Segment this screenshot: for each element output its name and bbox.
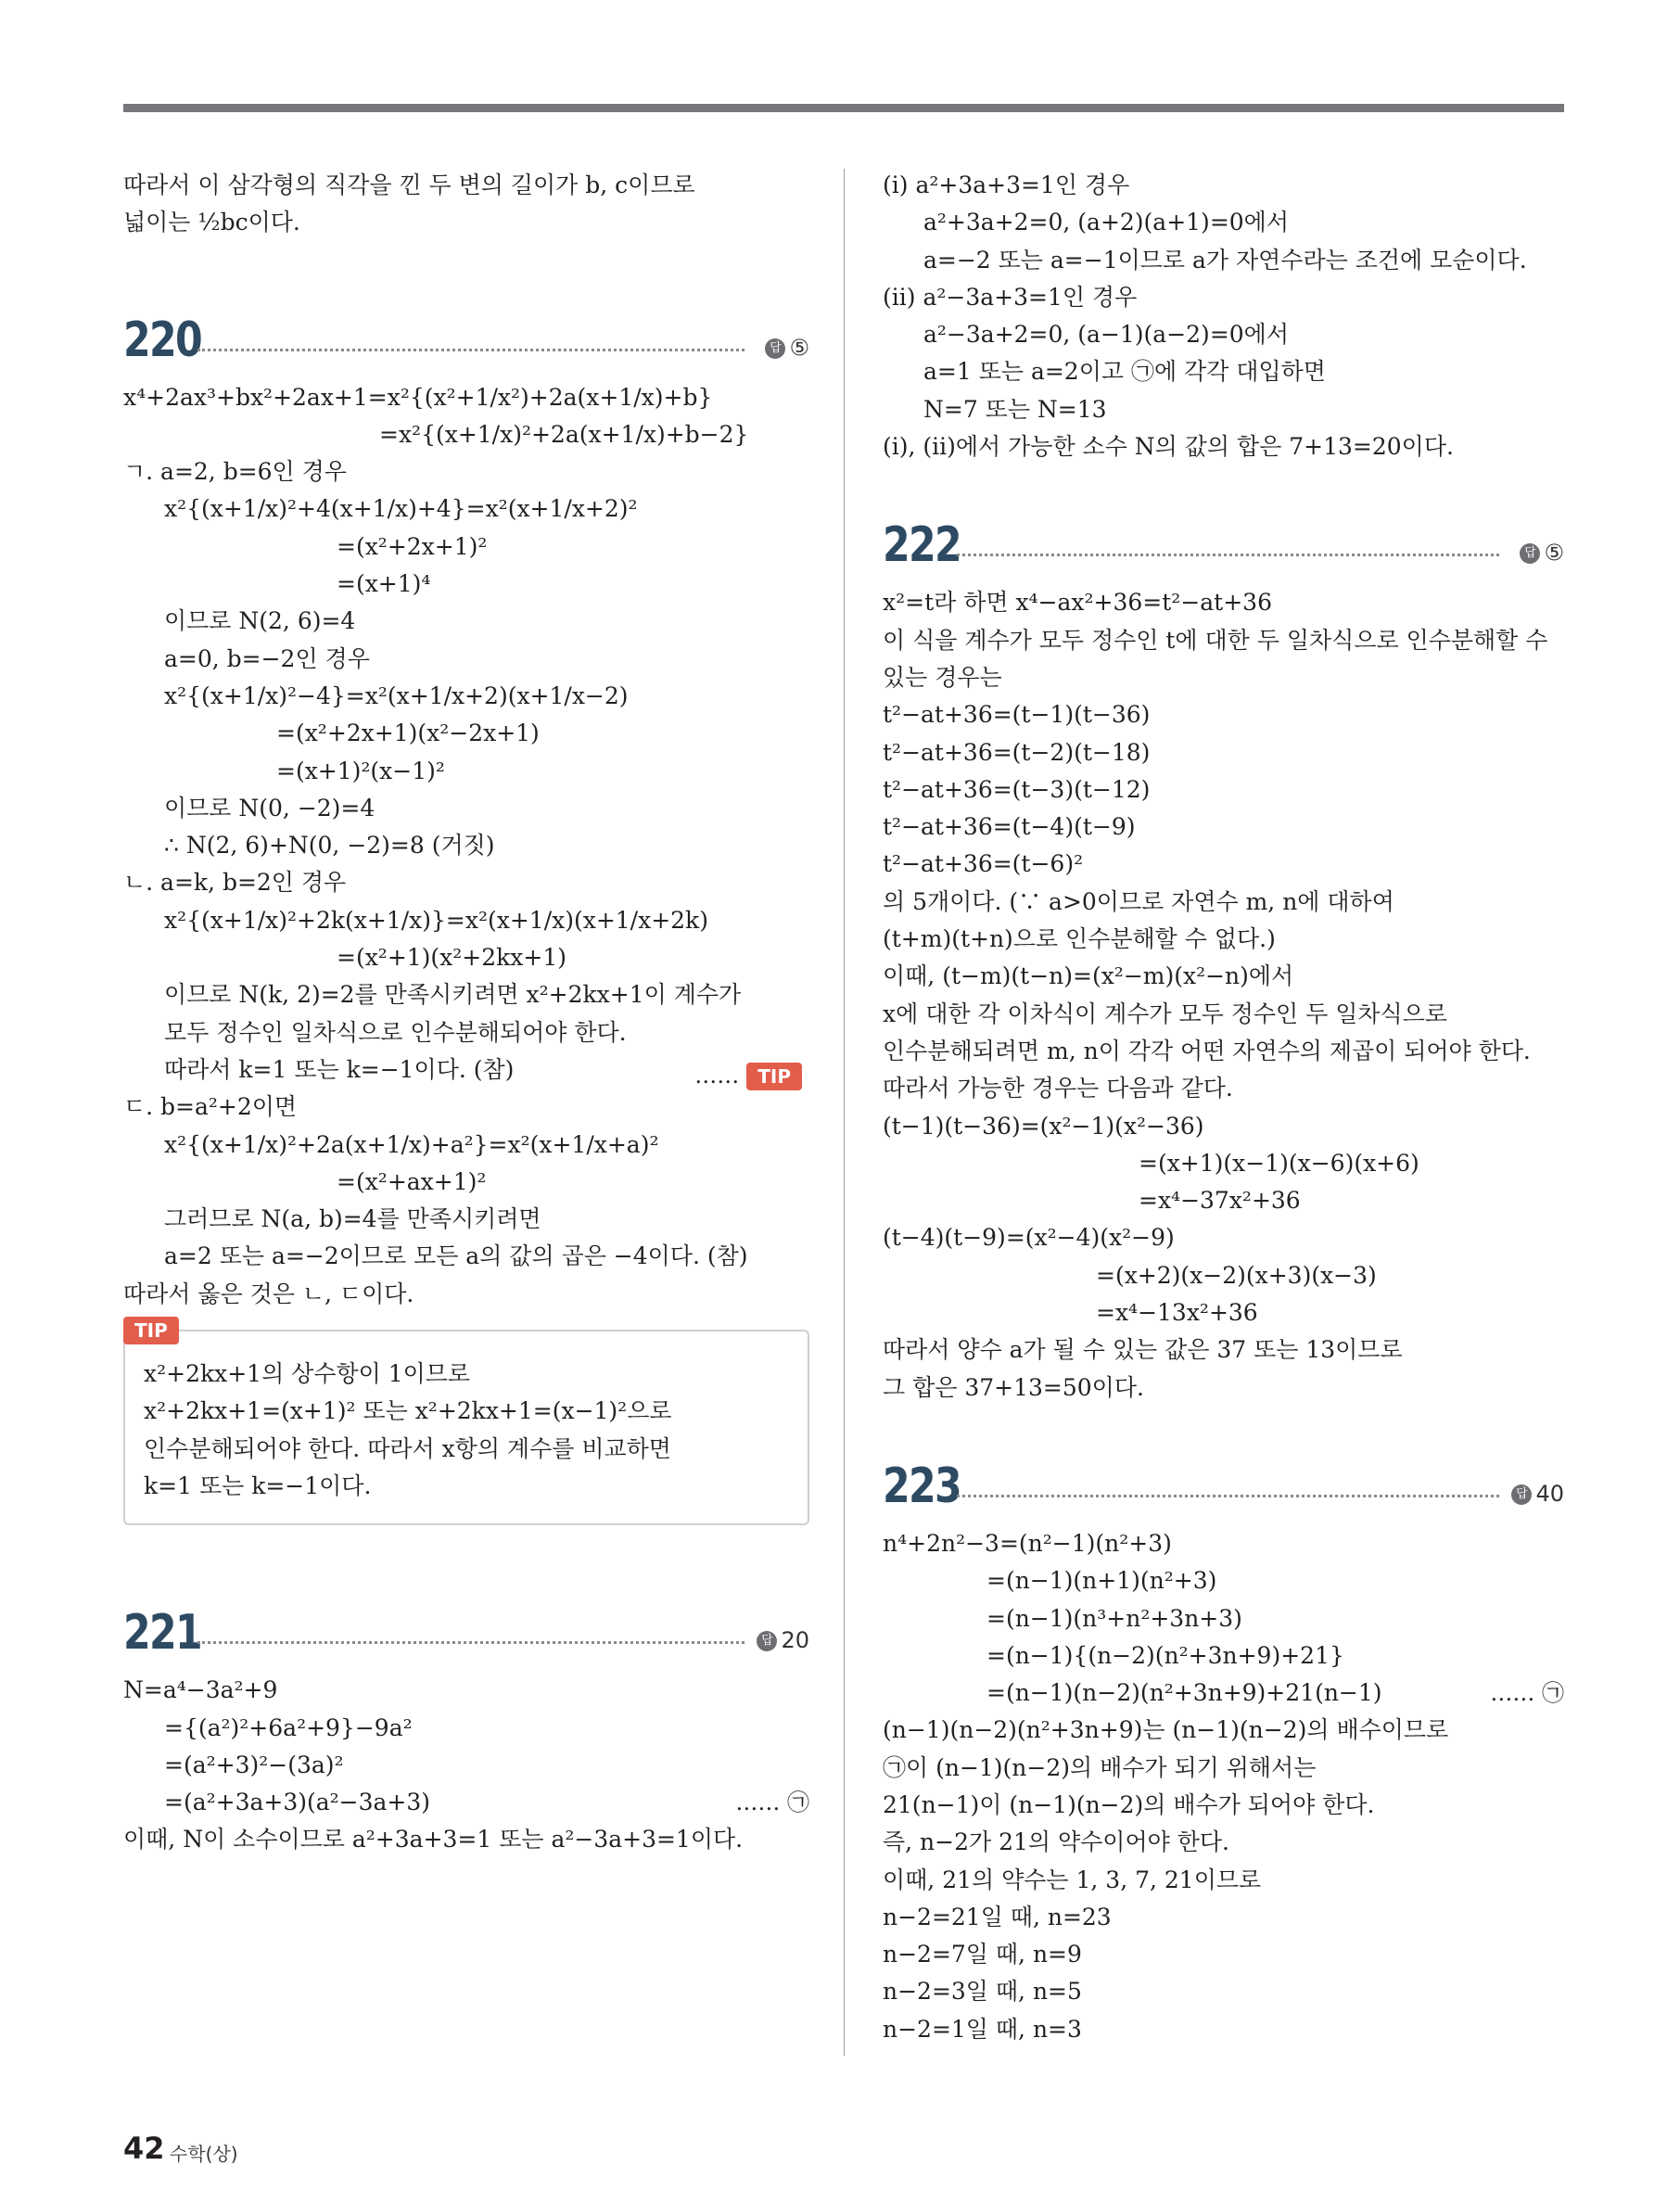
math-line: N=7 또는 N=13 [923,395,1107,423]
text-line: 이므로 N(0, −2)=4 [164,794,375,822]
math-line: =(n−1)(n+1)(n²+3) [986,1567,1217,1595]
problem-header-223 [883,1451,1564,1520]
text-line: 즉, n−2가 21의 약수이어야 한다. [883,1828,1229,1856]
problem-number: 222 [883,517,961,574]
text-line: 따라서 양수 a가 될 수 있는 값은 37 또는 13이므로 [883,1336,1403,1364]
leader-dots [197,349,745,351]
text-line: (t+m)(t+n)으로 인수분해할 수 없다.) [883,925,1276,953]
math-line: =(x+1)²(x−1)² [276,757,445,784]
answer-icon: 답 [757,1631,777,1651]
text-span: =(n−1)(n−2)(n²+3n+9)+21(n−1) [986,1679,1382,1707]
math-line [883,1675,1564,1712]
answer-value: 40 [1535,1480,1564,1507]
text-line: a=2 또는 a=−2이므로 모든 a의 값의 곱은 −4이다. (참) [164,1242,748,1270]
math-line: t²−at+36=(t−2)(t−18) [883,738,1151,766]
answer [757,1627,809,1653]
text-span: 따라서 k=1 또는 k=−1이다. (참) [164,1055,515,1083]
answer-icon: 답 [1511,1484,1532,1505]
column-divider [844,169,845,2056]
text-line: 따라서 옳은 것은 ㄴ, ㄷ이다. [123,1280,414,1307]
leader-dots [197,1641,745,1644]
text-line: a=−2 또는 a=−1이므로 a가 자연수라는 조건에 모순이다. [923,246,1527,274]
math-line: a²−3a+2=0, (a−1)(a−2)=0에서 [923,321,1289,349]
problem-header-221 [123,1598,809,1666]
math-line: n−2=7일 때, n=9 [883,1941,1082,1968]
text-line: 이 식을 계수가 모두 정수인 t에 대한 두 일차식으로 인수분해할 수 [883,626,1548,654]
math-line: t²−at+36=(t−1)(t−36) [883,701,1151,729]
case-label: ㄷ. b=a²+2이면 [123,1093,298,1121]
answer-value: ⑤ [1544,540,1564,567]
text-line: 따라서 가능한 경우는 다음과 같다. [883,1075,1233,1102]
text-line: a=1 또는 a=2이고 ㉠에 각각 대입하면 [923,358,1326,386]
text-line: 그러므로 N(a, b)=4를 만족시키려면 [164,1205,541,1233]
math-line: n⁴+2n²−3=(n²−1)(n²+3) [883,1529,1172,1557]
math-line: t²−at+36=(t−3)(t−12) [883,775,1151,803]
problem-header-220 [123,305,809,374]
text-line: 모두 정수인 일차식으로 인수분해되어야 한다. [164,1018,627,1046]
text-line: ㉠이 (n−1)(n−2)의 배수가 되기 위해서는 [883,1753,1317,1781]
math-line: =(a²+3)²−(3a)² [164,1751,344,1778]
math-line: =x⁴−13x²+36 [1096,1299,1258,1327]
answer-icon: 답 [1520,543,1540,564]
text-line: (ⅰ), (ⅱ)에서 가능한 소수 N의 값의 합은 7+13=20이다. [883,433,1454,461]
math-line: x²{(x+1/x)²+4(x+1/x)+4}=x²(x+1/x+2)² [164,495,638,523]
tip-line: x²+2kx+1=(x+1)² 또는 x²+2kx+1=(x−1)²으로 [144,1397,672,1425]
math-line: n−2=3일 때, n=5 [883,1978,1082,2006]
math-line: x²=t라 하면 x⁴−ax²+36=t²−at+36 [883,589,1272,617]
math-line: =(x²+1)(x²+2kx+1) [337,944,567,972]
page-number: 42 [123,2131,165,2166]
math-line: t²−at+36=(t−6)² [883,850,1084,878]
text-line: 그 합은 37+13=50이다. [883,1373,1144,1401]
text-line: 이때, 21의 약수는 1, 3, 7, 21이므로 [883,1866,1262,1893]
math-line: n−2=1일 때, n=3 [883,2015,1082,2043]
text-line: 의 5개이다. (∵ a>0이므로 자연수 m, n에 대하여 [883,887,1394,915]
answer [1520,540,1564,566]
math-line: ={(a²)²+6a²+9}−9a² [164,1713,413,1741]
problem-number: 223 [883,1458,961,1514]
text-line: (n−1)(n−2)(n²+3n+9)는 (n−1)(n−2)의 배수이므로 [883,1716,1449,1744]
math-line: t²−at+36=(t−4)(t−9) [883,813,1136,841]
text-line: 이때, (t−m)(t−n)=(x²−m)(x²−n)에서 [883,962,1294,990]
problem-number: 221 [123,1605,202,1662]
text-line [123,1051,809,1089]
text-line: 넓이는 ½bc이다. [123,209,300,236]
tip-badge: TIP [123,1317,179,1344]
math-line: =(x+2)(x−2)(x+3)(x−3) [1096,1261,1377,1289]
answer-icon: 답 [765,338,785,359]
answer-value: ⑤ [789,334,809,361]
math-line: =(n−1){(n−2)(n²+3n+9)+21} [986,1641,1344,1669]
math-line: =(x+1)(x−1)(x−6)(x+6) [1139,1149,1419,1177]
problem-number: 220 [123,312,202,368]
leader-dots: …… [694,1062,740,1089]
math-line: a²+3a+2=0, (a+2)(a+1)=0에서 [923,209,1289,236]
math-line: =(n−1)(n³+n²+3n+3) [986,1604,1242,1632]
tip-line: x²+2kx+1의 상수항이 1이므로 [144,1360,471,1388]
math-line: (t−1)(t−36)=(x²−1)(x²−36) [883,1112,1204,1140]
answer [765,335,809,361]
equation-mark: …… ㉠ [1490,1680,1564,1707]
text-line: 이므로 N(k, 2)=2를 만족시키려면 x²+2kx+1이 계수가 [164,981,742,1009]
leader-dots [957,554,1499,556]
text-line: 있는 경우는 [883,663,1002,691]
text-line: ∴ N(2, 6)+N(0, −2)=8 (거짓) [164,832,495,860]
case-label: ㄴ. a=k, b=2인 경우 [123,869,347,897]
tip-badge: TIP [746,1063,802,1090]
math-line: =(x²+ax+1)² [337,1167,487,1195]
math-line: (t−4)(t−9)=(x²−4)(x²−9) [883,1224,1175,1252]
math-line: x²{(x+1/x)²+2a(x+1/x)+a²}=x²(x+1/x+a)² [164,1130,659,1158]
text-line: 따라서 이 삼각형의 직각을 낀 두 변의 길이가 b, c이므로 [123,172,695,198]
math-line: =(x²+2x+1)² [337,532,488,560]
text-span: =(a²+3a+3)(a²−3a+3) [164,1789,431,1816]
math-line: x⁴+2ax³+bx²+2ax+1=x²{(x²+1/x²)+2a(x+1/x)+b} [123,383,713,411]
math-line: x²{(x+1/x)²+2k(x+1/x)}=x²(x+1/x)(x+1/x+2k) [164,906,708,934]
math-line: N=a⁴−3a²+9 [123,1676,278,1704]
tip-line: k=1 또는 k=−1이다. [144,1471,372,1499]
text-line: x에 대한 각 이차식이 계수가 모두 정수인 두 일차식으로 [883,1000,1447,1027]
left-column [123,167,809,1859]
answer [1511,1481,1564,1507]
math-line: x²{(x+1/x)²−4}=x²(x+1/x+2)(x+1/x−2) [164,682,629,709]
right-column [883,167,1564,2048]
text-line: 이때, N이 소수이므로 a²+3a+3=1 또는 a²−3a+3=1이다. [123,1826,744,1853]
problem-header-222 [883,510,1564,579]
math-line: =(x+1)⁴ [337,570,431,598]
case-label: (ⅱ) a²−3a+3=1인 경우 [883,283,1138,311]
book-subject: 수학(상) [170,2143,238,2165]
math-line: n−2=21일 때, n=23 [883,1903,1112,1930]
case-label: (ⅰ) a²+3a+3=1인 경우 [883,172,1130,198]
math-line: =x²{(x+1/x)²+2a(x+1/x)+b−2} [379,420,749,448]
math-line: =(x²+2x+1)(x²−2x+1) [276,720,540,747]
text-line: a=0, b=−2인 경우 [164,644,370,672]
answer-value: 20 [781,1627,809,1654]
top-rule [123,104,1564,112]
leader-dots [957,1495,1499,1497]
tip-line: 인수분해되어야 한다. 따라서 x항의 계수를 비교하면 [144,1434,671,1462]
text-line: 이므로 N(2, 6)=4 [164,607,356,635]
math-line [123,1784,809,1821]
case-label: ㄱ. a=2, b=6인 경우 [123,458,347,486]
tip-box [123,1319,809,1525]
text-line: 21(n−1)이 (n−1)(n−2)의 배수가 되어야 한다. [883,1790,1375,1818]
text-line: 인수분해되려면 m, n이 각각 어떤 자연수의 제곱이 되어야 한다. [883,1037,1531,1064]
math-line: =x⁴−37x²+36 [1139,1187,1301,1215]
equation-mark: …… ㉠ [735,1790,809,1816]
